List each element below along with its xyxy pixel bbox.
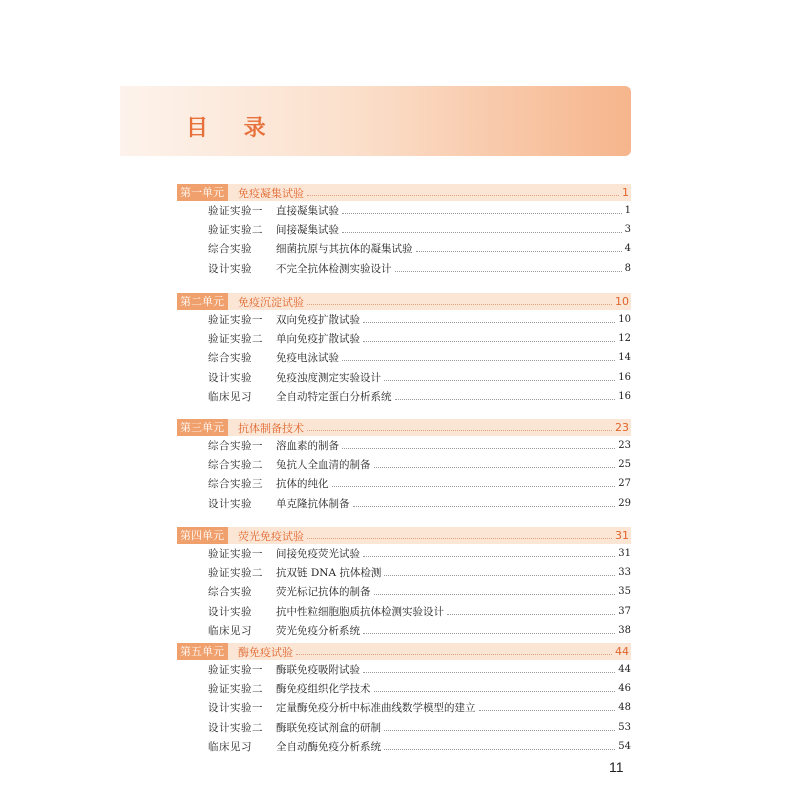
dot-leader (332, 486, 616, 487)
entry-kind: 临床见习 (208, 624, 252, 637)
entry-kind: 验证实验一 (208, 664, 263, 677)
unit-title: 免疫凝集试验 (238, 186, 304, 200)
entry-title: 荧光免疫分析系统 (276, 624, 360, 637)
entry-kind: 验证实验二 (208, 333, 263, 346)
dot-leader (447, 614, 615, 615)
unit-page: 1 (622, 186, 629, 199)
toc-entry[interactable] (177, 660, 631, 679)
page-title: 目 录 (186, 116, 280, 141)
toc-entry[interactable] (177, 698, 631, 717)
toc-unit-heading[interactable] (177, 293, 631, 310)
entry-kind: 临床见习 (208, 740, 252, 753)
toc-entry[interactable] (177, 474, 631, 493)
entry-title: 直接凝集试验 (276, 205, 339, 218)
entry-page: 33 (618, 567, 631, 579)
entry-title: 抗体的纯化 (276, 478, 329, 491)
entry-title: 免疫浊度测定实验设计 (276, 371, 381, 384)
dot-leader (307, 195, 619, 196)
dot-leader (363, 322, 615, 323)
entry-title: 不完全抗体检测实验设计 (276, 262, 392, 275)
toc-entry[interactable] (177, 544, 631, 563)
unit-title: 荧光免疫试验 (238, 529, 304, 543)
entry-kind: 设计实验二 (208, 721, 263, 734)
dot-leader (296, 654, 612, 655)
toc-unit (177, 419, 631, 513)
toc-entry[interactable] (177, 582, 631, 601)
toc-entry[interactable] (177, 737, 631, 756)
dot-leader (384, 575, 615, 576)
toc-unit-heading[interactable] (177, 419, 631, 436)
dot-leader (384, 380, 615, 381)
entry-page: 16 (618, 371, 631, 383)
unit-title: 酶免疫试验 (238, 645, 293, 659)
toc-entry[interactable] (177, 718, 631, 737)
entry-title: 兔抗人全血清的制备 (276, 459, 371, 472)
dot-leader (384, 730, 615, 731)
toc-entry[interactable] (177, 259, 631, 278)
entry-kind: 设计实验 (208, 371, 252, 384)
dot-leader (416, 251, 622, 252)
entry-page: 12 (618, 333, 631, 345)
toc-entry[interactable] (177, 368, 631, 387)
toc-unit (177, 184, 631, 278)
entry-page: 31 (618, 548, 631, 560)
entry-kind: 综合实验二 (208, 459, 263, 472)
entry-kind: 验证实验二 (208, 567, 263, 580)
unit-page: 10 (615, 295, 629, 308)
unit-page: 31 (615, 529, 629, 542)
entry-page: 35 (618, 586, 631, 598)
toc-entry[interactable] (177, 310, 631, 329)
entry-kind: 设计实验一 (208, 702, 263, 715)
entry-title: 全自动酶免疫分析系统 (276, 740, 381, 753)
entry-page: 53 (618, 721, 631, 733)
toc-entry[interactable] (177, 602, 631, 621)
unit-page: 44 (615, 645, 629, 658)
entry-page: 37 (618, 605, 631, 617)
entry-title: 抗双链 DNA 抗体检测 (276, 567, 382, 580)
dot-leader (363, 633, 615, 634)
entry-kind: 综合实验 (208, 586, 252, 599)
toc-entry[interactable] (177, 494, 631, 513)
entry-kind: 验证实验二 (208, 224, 263, 237)
toc-unit (177, 643, 631, 756)
entry-kind: 验证实验一 (208, 548, 263, 561)
unit-page: 23 (615, 421, 629, 434)
dot-leader (374, 691, 616, 692)
entry-page: 48 (618, 702, 631, 714)
toc-entry[interactable] (177, 621, 631, 640)
entry-title: 双向免疫扩散试验 (276, 314, 360, 327)
entry-page: 54 (618, 740, 631, 752)
toc-unit-heading[interactable] (177, 527, 631, 544)
unit-number: 第三单元 (177, 419, 228, 436)
toc-entry[interactable] (177, 436, 631, 455)
entry-kind: 设计实验 (208, 605, 252, 618)
entry-title: 全自动特定蛋白分析系统 (276, 390, 392, 403)
toc-entry[interactable] (177, 679, 631, 698)
entry-page: 8 (624, 262, 631, 274)
entry-page: 29 (618, 497, 631, 509)
entry-kind: 综合实验三 (208, 478, 263, 491)
entry-kind: 验证实验二 (208, 683, 263, 696)
dot-leader (374, 594, 616, 595)
entry-title: 间接凝集试验 (276, 224, 339, 237)
entry-title: 抗中性粒细胞胞质抗体检测实验设计 (276, 605, 444, 618)
unit-number: 第二单元 (177, 293, 228, 310)
page-number: 11 (609, 759, 624, 775)
entry-kind: 综合实验 (208, 352, 252, 365)
dot-leader (307, 538, 612, 539)
entry-page: 25 (618, 459, 631, 471)
entry-page: 14 (618, 352, 631, 364)
entry-title: 酶联免疫吸附试验 (276, 664, 360, 677)
entry-kind: 设计实验 (208, 262, 252, 275)
dot-leader (307, 304, 612, 305)
toc-entry[interactable] (177, 348, 631, 367)
toc-unit (177, 527, 631, 640)
dot-leader (395, 271, 622, 272)
dot-leader (353, 506, 616, 507)
toc-entry[interactable] (177, 239, 631, 258)
dot-leader (342, 213, 622, 214)
entry-page: 4 (624, 243, 631, 255)
entry-title: 单克隆抗体制备 (276, 497, 350, 510)
entry-page: 1 (624, 205, 631, 217)
unit-number: 第四单元 (177, 527, 228, 544)
entry-page: 10 (618, 314, 631, 326)
entry-kind: 设计实验 (208, 497, 252, 510)
dot-leader (342, 232, 622, 233)
entry-page: 44 (618, 664, 631, 676)
dot-leader (342, 360, 615, 361)
dot-leader (363, 672, 615, 673)
entry-kind: 综合实验 (208, 243, 252, 256)
dot-leader (363, 556, 615, 557)
dot-leader (342, 448, 615, 449)
unit-title: 免疫沉淀试验 (238, 295, 304, 309)
dot-leader (363, 341, 615, 342)
toc-entry[interactable] (177, 201, 631, 220)
dot-leader (384, 749, 615, 750)
entry-page: 27 (618, 478, 631, 490)
dot-leader (395, 399, 616, 400)
entry-kind: 验证实验一 (208, 314, 263, 327)
entry-kind: 验证实验一 (208, 205, 263, 218)
dot-leader (479, 710, 616, 711)
entry-title: 细菌抗原与其抗体的凝集试验 (276, 243, 413, 256)
entry-title: 溶血素的制备 (276, 440, 339, 453)
entry-title: 荧光标记抗体的制备 (276, 586, 371, 599)
entry-title: 单向免疫扩散试验 (276, 333, 360, 346)
entry-title: 酶联免疫试剂盒的研制 (276, 721, 381, 734)
toc-unit (177, 293, 631, 406)
entry-page: 38 (618, 624, 631, 636)
unit-title: 抗体制备技术 (238, 421, 304, 435)
entry-kind: 综合实验一 (208, 440, 263, 453)
toc-unit-heading[interactable] (177, 643, 631, 660)
toc-unit-heading[interactable] (177, 184, 631, 201)
toc-entry[interactable] (177, 220, 631, 239)
entry-title: 酶免疫组织化学技术 (276, 683, 371, 696)
toc-entry[interactable] (177, 329, 631, 348)
entry-title: 免疫电泳试验 (276, 352, 339, 365)
entry-page: 46 (618, 683, 631, 695)
dot-leader (307, 430, 612, 431)
entry-title: 间接免疫荧光试验 (276, 548, 360, 561)
entry-page: 16 (618, 390, 631, 402)
toc-entry[interactable] (177, 387, 631, 406)
unit-number: 第一单元 (177, 184, 228, 201)
entry-title: 定量酶免疫分析中标准曲线数学模型的建立 (276, 702, 476, 715)
dot-leader (374, 467, 616, 468)
unit-number: 第五单元 (177, 643, 228, 660)
entry-page: 23 (618, 440, 631, 452)
entry-page: 3 (624, 224, 631, 236)
entry-kind: 临床见习 (208, 390, 252, 403)
toc-entry[interactable] (177, 563, 631, 582)
toc-entry[interactable] (177, 455, 631, 474)
